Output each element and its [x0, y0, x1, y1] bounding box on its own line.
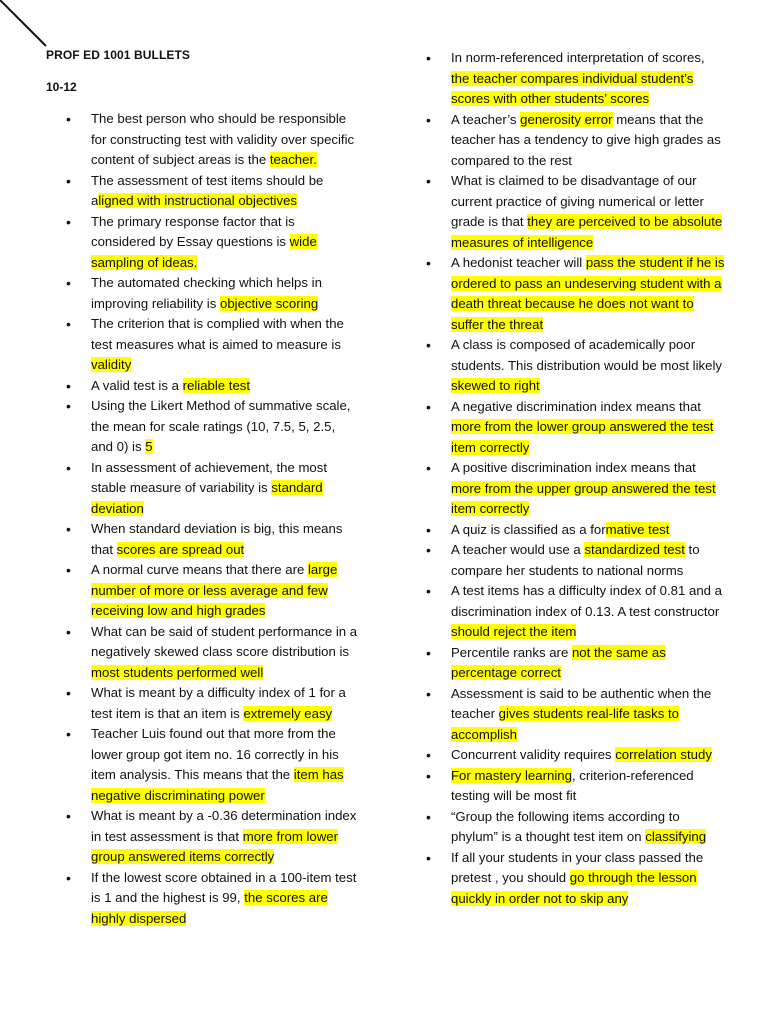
bullet-item: • A normal curve means that there are large number of more or less average and few receiving low and high grades — [66, 560, 360, 622]
bullet-item: • If all your students in your class passed the pretest , you should go through the lesson quickly in order not to skip any — [426, 848, 726, 910]
highlighted-answer: wide sampling of ideas. — [91, 234, 317, 270]
bullet-item: • The best person who should be responsible for constructing test with validity over specific content of subject areas is the teacher. — [66, 109, 360, 171]
highlighted-answer: item has negative discriminating power — [91, 767, 344, 803]
bullet-item: • In norm-referenced interpretation of scores, the teacher compares individual student’s scores with other students’ scores — [426, 48, 726, 110]
page-subtitle: 10-12 — [46, 80, 77, 94]
bullet-item: • The criterion that is complied with when the test measures what is aimed to measure is validity — [66, 314, 360, 376]
bullet-item: • The assessment of test items should be aligned with instructional objectives — [66, 171, 360, 212]
left-bullet-list — [66, 109, 360, 929]
highlighted-answer: reliable test — [182, 377, 251, 393]
highlighted-answer: standard deviation — [91, 480, 323, 516]
bullet-item: • What is claimed to be disadvantage of our current practice of giving numerical or letter grade is that they are perceived to be absolute measures of intelligence — [426, 171, 726, 253]
highlighted-answer: generosity error — [520, 111, 613, 127]
highlighted-answer: For mastery learning — [451, 767, 572, 783]
highlighted-answer: skewed to right — [451, 378, 540, 393]
highlighted-answer: they are perceived to be absolute measures of intelligence — [451, 214, 723, 250]
bullet-item: • What can be said of student performance in a negatively skewed class score distribution is most students performed well — [66, 622, 360, 684]
highlighted-answer: more from lower group answered items correctly — [91, 828, 338, 864]
highlighted-answer: classifying — [645, 829, 707, 844]
highlighted-answer: more from the lower group answered the test item correctly — [451, 419, 714, 455]
highlighted-answer: ligned with instructional objectives — [98, 193, 297, 208]
highlighted-answer: standardized test — [584, 542, 685, 557]
highlighted-answer: gives students real-life tasks to accomplish — [451, 706, 679, 742]
highlighted-answer: objective scoring — [219, 295, 319, 311]
bullet-item: • A negative discrimination index means that more from the lower group answered the test item correctly — [426, 397, 726, 459]
highlighted-answer: mative test — [605, 521, 670, 537]
highlighted-answer: most students performed well — [91, 664, 264, 680]
highlighted-answer: correlation study — [615, 747, 712, 762]
highlighted-answer: more from the upper group answered the test item correctly — [451, 480, 716, 516]
bullet-item: • Percentile ranks are not the same as percentage correct — [426, 643, 726, 684]
bullet-item: • The automated checking which helps in improving reliability is objective scoring — [66, 273, 360, 314]
bullet-item: • For mastery learning, criterion-referenced testing will be most fit — [426, 766, 726, 807]
bullet-item: • A hedonist teacher will pass the student if he is ordered to pass an undeserving student with a death threat because he does not want to suffer the threat — [426, 253, 726, 335]
bullet-item: • In assessment of achievement, the most stable measure of variability is standard deviation — [66, 458, 360, 520]
bullet-item: • The primary response factor that is considered by Essay questions is wide sampling of ideas. — [66, 212, 360, 274]
bullet-item: • What is meant by a difficulty index of 1 for a test item is that an item is extremely easy — [66, 683, 360, 724]
right-bullet-list — [426, 48, 726, 909]
highlighted-answer: go through the lesson quickly in order not to skip any — [451, 870, 697, 906]
bullet-item: • A quiz is classified as a formative test — [426, 520, 726, 541]
bullet-item: • A valid test is a reliable test — [66, 376, 360, 397]
highlighted-answer: validity — [91, 357, 132, 372]
highlighted-answer: extremely easy — [243, 705, 333, 721]
highlighted-answer: the teacher compares individual student’s scores with other students’ scores — [451, 70, 694, 106]
highlighted-answer: should reject the item — [451, 624, 577, 639]
bullet-item: • Teacher Luis found out that more from the lower group got item no. 16 correctly in his item analysis. This means that the item has negative discriminating power — [66, 724, 360, 806]
bullet-item: • Concurrent validity requires correlation study — [426, 745, 726, 766]
bullet-item: • What is meant by a -0.36 determination index in test assessment is that more from lower group answered items correctly — [66, 806, 360, 868]
highlighted-answer: 5 — [145, 439, 153, 454]
highlighted-answer: the scores are highly dispersed — [91, 890, 328, 926]
page-title: PROF ED 1001 BULLETS — [46, 48, 191, 62]
bullet-item: • A class is composed of academically poor students. This distribution would be most likely skewed to right — [426, 335, 726, 397]
highlighted-answer: teacher. — [269, 152, 317, 167]
bullet-item: • If the lowest score obtained in a 100-item test is 1 and the highest is 99, the scores are highly dispersed — [66, 868, 360, 930]
bullet-item: • A teacher would use a standardized test to compare her students to national norms — [426, 540, 726, 581]
highlighted-answer: pass the student if he is ordered to pass an undeserving student with a death threat because he does not want to suffer the threat — [451, 255, 725, 332]
bullet-item: • A test items has a difficulty index of 0.81 and a discrimination index of 0.13. A test constructor should reject the item — [426, 581, 726, 643]
bullet-item: • “Group the following items according to phylum” is a thought test item on classifying — [426, 807, 726, 848]
bullet-item: • A teacher’s generosity error means that the teacher has a tendency to give high grades as compared to the rest — [426, 110, 726, 172]
bullet-item: • A positive discrimination index means that more from the upper group answered the test item correctly — [426, 458, 726, 520]
bullet-item: • Using the Likert Method of summative scale, the mean for scale ratings (10, 7.5, 5, 2.5, and 0) is 5 — [66, 396, 360, 458]
highlighted-answer: large number of more or less average and few receiving low and high grades — [91, 562, 338, 618]
highlighted-answer: not the same as percentage correct — [451, 644, 666, 680]
bullet-item: • When standard deviation is big, this means that scores are spread out — [66, 519, 360, 560]
bullet-item: • Assessment is said to be authentic when the teacher gives students real-life tasks to accomplish — [426, 684, 726, 746]
highlighted-answer: scores are spread out — [116, 541, 245, 557]
